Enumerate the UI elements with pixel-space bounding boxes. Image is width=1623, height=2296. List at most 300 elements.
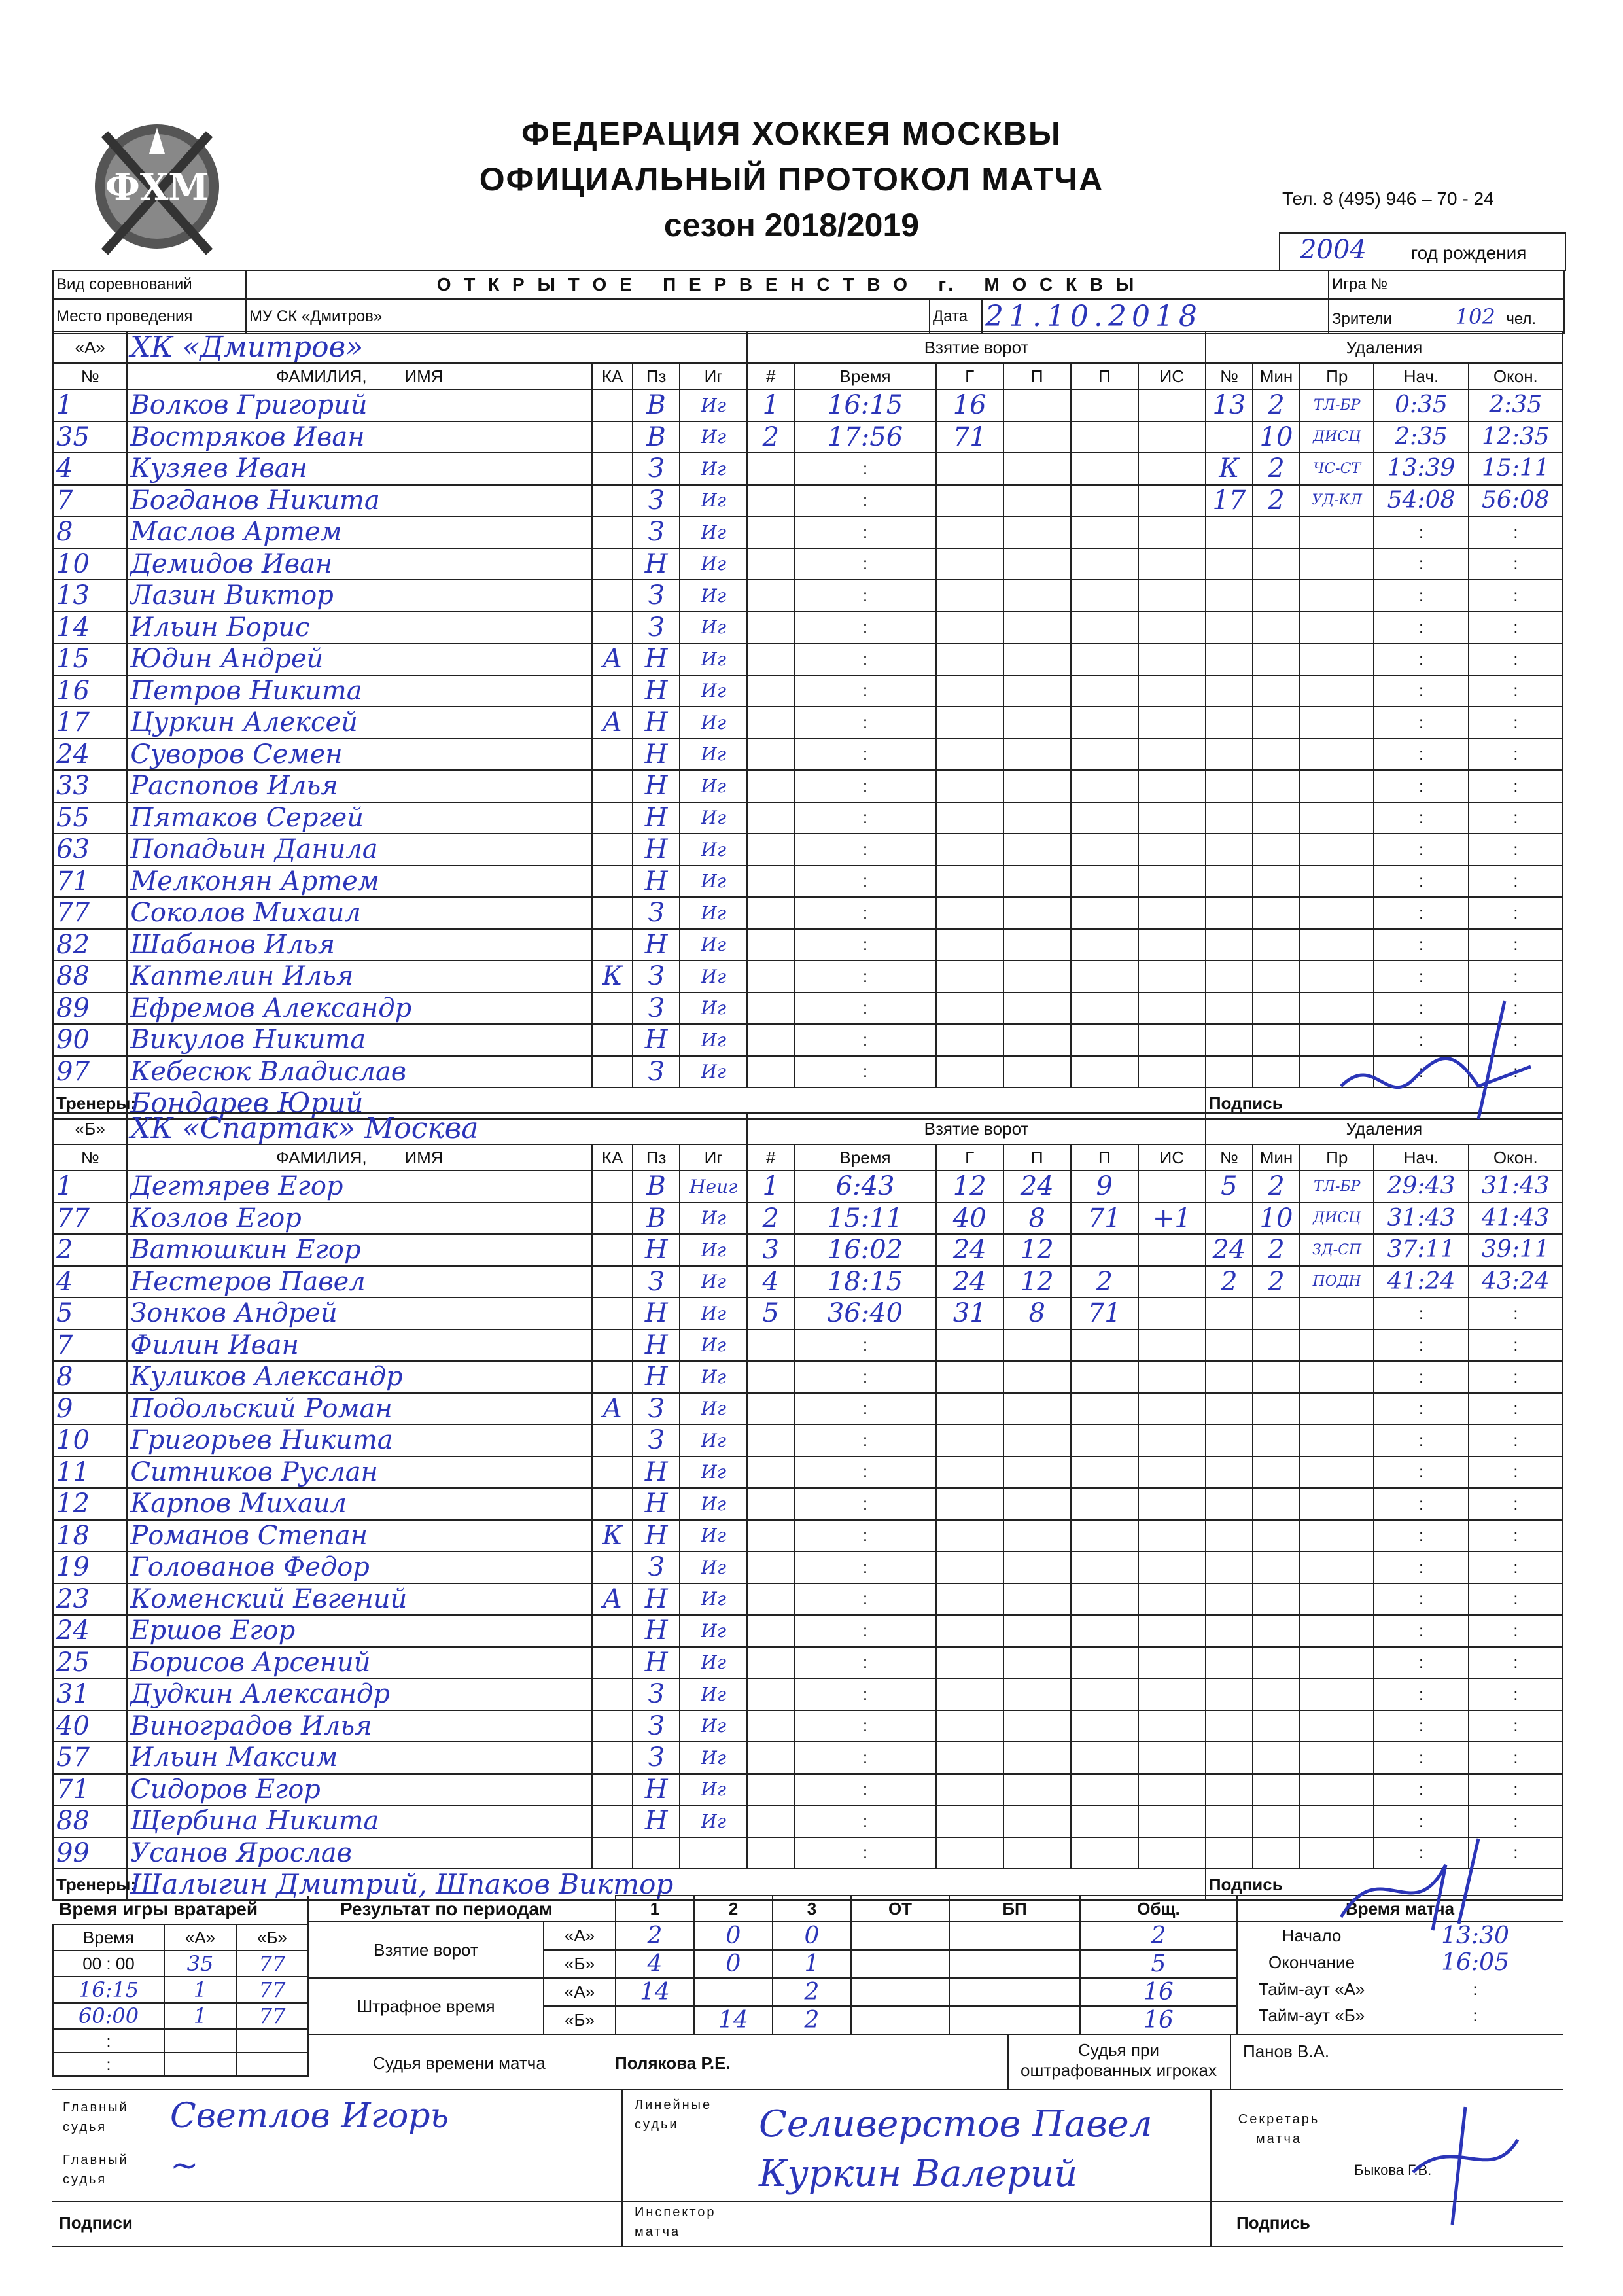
penalty-end: : bbox=[1469, 1024, 1563, 1056]
result-value bbox=[851, 2006, 949, 2034]
signatures-label: Подписи bbox=[59, 2213, 133, 2233]
goal-cell bbox=[936, 1837, 1003, 1869]
gk-head: «А» bbox=[164, 1924, 236, 1951]
player-status: Иг bbox=[680, 516, 747, 548]
player-name: Куликов Александр bbox=[127, 1361, 592, 1393]
penalty-minutes: 2 bbox=[1253, 453, 1300, 485]
penalty-cell bbox=[1300, 1678, 1374, 1710]
player-name: Григорьев Никита bbox=[127, 1424, 592, 1457]
player-name: Голованов Федор bbox=[127, 1551, 592, 1583]
results-title: Результат по периодам bbox=[340, 1899, 553, 1919]
player-status: Иг bbox=[680, 1583, 747, 1616]
player-number: 88 bbox=[53, 961, 127, 993]
col-name: ФАМИЛИЯ, ИМЯ bbox=[127, 1144, 592, 1171]
col-goal-n: # bbox=[747, 1144, 794, 1171]
penalty-start: : bbox=[1374, 1742, 1468, 1774]
player-status: Иг bbox=[680, 1457, 747, 1489]
gk-row bbox=[53, 2053, 308, 2076]
penalty-cell bbox=[1253, 612, 1300, 644]
player-number: 8 bbox=[53, 516, 127, 548]
player-ka: А bbox=[592, 1393, 633, 1425]
goal-cell bbox=[1071, 1457, 1138, 1489]
penalty-cell bbox=[1206, 1837, 1253, 1869]
col-goal-time: Время bbox=[794, 363, 935, 389]
goal-cell bbox=[1138, 993, 1206, 1025]
penalty-start: : bbox=[1374, 834, 1468, 866]
goal-number bbox=[747, 1488, 794, 1520]
goal-assist-2 bbox=[1071, 421, 1138, 453]
penalty-start: : bbox=[1374, 1678, 1468, 1710]
penalty-cell bbox=[1206, 580, 1253, 612]
goal-cell bbox=[1138, 1774, 1206, 1806]
penalty-start: : bbox=[1374, 1615, 1468, 1647]
goal-cell bbox=[1071, 1488, 1138, 1520]
goal-cell bbox=[1138, 1056, 1206, 1088]
result-value: 2 bbox=[773, 2006, 851, 2034]
penalty-end: : bbox=[1469, 1774, 1563, 1806]
goal-time: 17:56 bbox=[794, 421, 935, 453]
goal-cell bbox=[1071, 1583, 1138, 1616]
player-position: Н bbox=[633, 834, 680, 866]
player-row bbox=[53, 739, 1563, 771]
coaches-label: Тренеры: bbox=[53, 1087, 127, 1119]
sign-label: Подпись bbox=[1206, 1087, 1563, 1119]
goal-time: : bbox=[794, 770, 935, 802]
goal-number: 3 bbox=[747, 1234, 794, 1266]
penalty-cell bbox=[1206, 961, 1253, 993]
player-position: Н bbox=[633, 1583, 680, 1616]
goal-cell bbox=[936, 707, 1003, 739]
goal-number bbox=[747, 548, 794, 580]
penalty-cell bbox=[1253, 1551, 1300, 1583]
goal-cell bbox=[1071, 1774, 1138, 1806]
penalty-cell bbox=[1300, 1742, 1374, 1774]
player-status: Иг bbox=[680, 1424, 747, 1457]
gk-title: Время игры вратарей bbox=[59, 1899, 258, 1919]
player-position: В bbox=[633, 389, 680, 421]
penalty-cell bbox=[1206, 516, 1253, 548]
player-number: 11 bbox=[53, 1457, 127, 1489]
col-pen-min: Мин bbox=[1253, 1144, 1300, 1171]
player-name: Дегтярев Егор bbox=[127, 1171, 592, 1203]
goal-time: : bbox=[794, 1678, 935, 1710]
goal-cell bbox=[936, 1488, 1003, 1520]
col-pen-min: Мин bbox=[1253, 363, 1300, 389]
period-head: БП bbox=[949, 1896, 1080, 1922]
player-ka bbox=[592, 770, 633, 802]
penalty-cell bbox=[1206, 1520, 1253, 1552]
goal-number bbox=[747, 1647, 794, 1679]
player-number: 55 bbox=[53, 802, 127, 834]
gk-row bbox=[53, 1977, 308, 2003]
result-value: 14 bbox=[616, 1978, 694, 2006]
penalty-end: 15:11 bbox=[1469, 453, 1563, 485]
divider bbox=[621, 2200, 623, 2246]
penalty-end: : bbox=[1469, 834, 1563, 866]
player-row bbox=[53, 1488, 1563, 1520]
goal-cell bbox=[936, 1056, 1003, 1088]
penalty-start: : bbox=[1374, 548, 1468, 580]
signature-secretary bbox=[1393, 2094, 1537, 2231]
penalty-cell bbox=[1206, 1551, 1253, 1583]
goal-time: : bbox=[794, 1393, 935, 1425]
penalty-cell bbox=[1300, 1393, 1374, 1425]
player-position: З bbox=[633, 612, 680, 644]
penalty-cell bbox=[1253, 866, 1300, 898]
col-no: № bbox=[53, 1144, 127, 1171]
spectators-value: 102 bbox=[1455, 304, 1495, 329]
result-value: 5 bbox=[1080, 1950, 1237, 1978]
penalty-reason: ТЛ-БР bbox=[1300, 1171, 1374, 1203]
penalty-start: : bbox=[1374, 961, 1468, 993]
player-name: Востряков Иван bbox=[127, 421, 592, 453]
goal-cell bbox=[1138, 1520, 1206, 1552]
goal-cell bbox=[1138, 961, 1206, 993]
result-value: 2 bbox=[616, 1922, 694, 1950]
penalty-cell bbox=[1206, 1488, 1253, 1520]
goal-cell bbox=[1003, 834, 1071, 866]
player-status: Иг bbox=[680, 1203, 747, 1235]
player-number: 35 bbox=[53, 421, 127, 453]
col-ig: Иг bbox=[680, 363, 747, 389]
goal-time: : bbox=[794, 453, 935, 485]
goal-cell bbox=[1071, 707, 1138, 739]
player-position: З bbox=[633, 516, 680, 548]
goal-cell bbox=[1003, 770, 1071, 802]
player-position: З bbox=[633, 961, 680, 993]
goal-cell bbox=[1003, 485, 1071, 517]
player-number: 16 bbox=[53, 675, 127, 707]
player-name: Ершов Егор bbox=[127, 1615, 592, 1647]
goal-cell bbox=[1138, 1615, 1206, 1647]
gk-number: 77 bbox=[236, 2003, 308, 2029]
goal-cell bbox=[936, 897, 1003, 929]
col-pen-end: Окон. bbox=[1469, 363, 1563, 389]
timekeeper-value: Полякова Р.Е. bbox=[615, 2053, 731, 2073]
player-number: 10 bbox=[53, 548, 127, 580]
goal-cell bbox=[1003, 1615, 1071, 1647]
goal-time: : bbox=[794, 1056, 935, 1088]
player-ka bbox=[592, 1647, 633, 1679]
penalty-number: 17 bbox=[1206, 485, 1253, 517]
player-ka bbox=[592, 1298, 633, 1330]
gk-number bbox=[164, 2053, 236, 2076]
player-position: Н bbox=[633, 1805, 680, 1837]
player-number: 33 bbox=[53, 770, 127, 802]
player-position: З bbox=[633, 485, 680, 517]
goal-cell bbox=[936, 929, 1003, 961]
player-status bbox=[680, 1837, 747, 1869]
player-ka bbox=[592, 453, 633, 485]
goal-cell bbox=[936, 1615, 1003, 1647]
penalty-start: : bbox=[1374, 643, 1468, 675]
goal-cell bbox=[936, 770, 1003, 802]
goal-strength bbox=[1138, 1234, 1206, 1266]
penalty-start: : bbox=[1374, 675, 1468, 707]
goal-cell bbox=[1138, 485, 1206, 517]
goal-cell bbox=[1071, 548, 1138, 580]
player-position: З bbox=[633, 1393, 680, 1425]
player-row bbox=[53, 1457, 1563, 1489]
goal-cell bbox=[1003, 675, 1071, 707]
penalty-start: : bbox=[1374, 516, 1468, 548]
penalty-cell bbox=[1253, 1393, 1300, 1425]
penalty-start: : bbox=[1374, 1457, 1468, 1489]
player-ka bbox=[592, 1234, 633, 1266]
goal-number bbox=[747, 1520, 794, 1552]
goal-cell bbox=[1071, 580, 1138, 612]
penalty-cell bbox=[1206, 1647, 1253, 1679]
goal-cell bbox=[1138, 580, 1206, 612]
penalty-end: : bbox=[1469, 1742, 1563, 1774]
player-position: Н bbox=[633, 548, 680, 580]
goal-cell bbox=[1003, 1024, 1071, 1056]
penalty-cell bbox=[1206, 834, 1253, 866]
player-position: Н bbox=[633, 1234, 680, 1266]
linesman-1: Селиверстов Павел bbox=[759, 2103, 1153, 2146]
result-value: 14 bbox=[694, 2006, 773, 2034]
col-goal-p2: П bbox=[1071, 1144, 1138, 1171]
goal-cell bbox=[1138, 834, 1206, 866]
player-number: 89 bbox=[53, 993, 127, 1025]
goal-cell bbox=[1003, 1520, 1071, 1552]
chief-referee-1: Светлов Игорь bbox=[170, 2096, 449, 2136]
penalty-cell bbox=[1253, 516, 1300, 548]
player-row bbox=[53, 389, 1563, 421]
player-row bbox=[53, 802, 1563, 834]
player-name: Лазин Виктор bbox=[127, 580, 592, 612]
goal-cell bbox=[936, 1520, 1003, 1552]
goal-cell bbox=[936, 1393, 1003, 1425]
player-row bbox=[53, 675, 1563, 707]
penalty-end: : bbox=[1469, 1393, 1563, 1425]
penalty-cell bbox=[1206, 1393, 1253, 1425]
goal-number bbox=[747, 993, 794, 1025]
penalty-start: : bbox=[1374, 739, 1468, 771]
divider bbox=[1210, 2090, 1212, 2201]
goal-assist-2: 71 bbox=[1071, 1203, 1138, 1235]
goal-cell bbox=[1003, 1837, 1071, 1869]
player-row bbox=[53, 421, 1563, 453]
goal-cell bbox=[1003, 548, 1071, 580]
goal-cell bbox=[1138, 1457, 1206, 1489]
goal-cell bbox=[1071, 1710, 1138, 1742]
gk-time: : bbox=[53, 2029, 164, 2053]
result-value bbox=[949, 1978, 1080, 2006]
penalty-cell bbox=[1206, 1424, 1253, 1457]
penalty-end: : bbox=[1469, 961, 1563, 993]
player-status: Иг bbox=[680, 770, 747, 802]
goal-time: : bbox=[794, 1551, 935, 1583]
goal-cell bbox=[936, 1024, 1003, 1056]
goal-time: : bbox=[794, 580, 935, 612]
player-number: 13 bbox=[53, 580, 127, 612]
goal-cell bbox=[1138, 897, 1206, 929]
player-name: Волков Григорий bbox=[127, 389, 592, 421]
end-label: Окончание bbox=[1268, 1952, 1355, 1972]
penalty-cell bbox=[1206, 1361, 1253, 1393]
player-status: Иг bbox=[680, 897, 747, 929]
penalty-start: : bbox=[1374, 1393, 1468, 1425]
player-row bbox=[53, 1551, 1563, 1583]
goal-cell bbox=[1003, 1742, 1071, 1774]
team_b-table bbox=[52, 1112, 1563, 1901]
player-position: Н bbox=[633, 1298, 680, 1330]
player-number: 71 bbox=[53, 866, 127, 898]
penalty-judge-value: Панов В.А. bbox=[1243, 2041, 1330, 2061]
player-ka bbox=[592, 1330, 633, 1362]
player-number: 1 bbox=[53, 1171, 127, 1203]
goal-number bbox=[747, 612, 794, 644]
penalty-start: 0:35 bbox=[1374, 389, 1468, 421]
penalty-cell bbox=[1300, 675, 1374, 707]
goal-cell bbox=[936, 612, 1003, 644]
player-name: Филин Иван bbox=[127, 1330, 592, 1362]
penalty-cell bbox=[1206, 1678, 1253, 1710]
penalty-start: : bbox=[1374, 1024, 1468, 1056]
penalty-cell bbox=[1206, 897, 1253, 929]
period-head: 3 bbox=[773, 1896, 851, 1922]
inspector-label: Инспектор матча bbox=[635, 2205, 716, 2239]
player-status: Иг bbox=[680, 1742, 747, 1774]
player-row bbox=[53, 1424, 1563, 1457]
goal-cell bbox=[1138, 1330, 1206, 1362]
result-row bbox=[308, 1922, 1237, 1950]
goal-cell bbox=[1138, 1678, 1206, 1710]
penalty-start: 29:43 bbox=[1374, 1171, 1468, 1203]
goal-cell bbox=[1071, 1520, 1138, 1552]
goal-number: 1 bbox=[747, 389, 794, 421]
coaches-label: Тренеры: bbox=[53, 1869, 127, 1900]
penalty-start: : bbox=[1374, 1551, 1468, 1583]
goal-cell bbox=[1071, 1024, 1138, 1056]
player-row bbox=[53, 1171, 1563, 1203]
player-position: Н bbox=[633, 675, 680, 707]
penalty-minutes: 10 bbox=[1253, 1203, 1300, 1235]
player-position: З bbox=[633, 1056, 680, 1088]
goal-cell bbox=[1071, 1742, 1138, 1774]
goal-time: : bbox=[794, 993, 935, 1025]
penalty-end: : bbox=[1469, 897, 1563, 929]
goal-cell bbox=[1138, 770, 1206, 802]
result-value: 2 bbox=[1080, 1922, 1237, 1950]
player-status: Неиг bbox=[680, 1171, 747, 1203]
player-ka bbox=[592, 421, 633, 453]
goal-time: : bbox=[794, 1330, 935, 1362]
player-ka bbox=[592, 580, 633, 612]
col-pen-no: № bbox=[1206, 1144, 1253, 1171]
penalty-cell bbox=[1253, 802, 1300, 834]
goal-cell bbox=[936, 1774, 1003, 1806]
player-name: Ватюшкин Егор bbox=[127, 1234, 592, 1266]
penalty-cell bbox=[1253, 675, 1300, 707]
goal-assist-1: 24 bbox=[1003, 1171, 1071, 1203]
result-label: Штрафное время bbox=[308, 1978, 544, 2034]
penalty-cell bbox=[1253, 1774, 1300, 1806]
goal-cell bbox=[1003, 453, 1071, 485]
player-position: Н bbox=[633, 770, 680, 802]
goal-assist-2: 9 bbox=[1071, 1171, 1138, 1203]
col-pz: Пз bbox=[633, 363, 680, 389]
goal-cell bbox=[1071, 739, 1138, 771]
player-ka bbox=[592, 1551, 633, 1583]
player-status: Иг bbox=[680, 961, 747, 993]
goal-time: : bbox=[794, 1742, 935, 1774]
player-position: В bbox=[633, 421, 680, 453]
player-ka bbox=[592, 675, 633, 707]
player-row bbox=[53, 1361, 1563, 1393]
player-status: Иг bbox=[680, 1520, 747, 1552]
penalty-end: : bbox=[1469, 1678, 1563, 1710]
player-row bbox=[53, 929, 1563, 961]
penalty-start: : bbox=[1374, 1837, 1468, 1869]
gk-number: 77 bbox=[236, 1951, 308, 1977]
player-row bbox=[53, 1330, 1563, 1362]
player-ka bbox=[592, 1742, 633, 1774]
goal-time: : bbox=[794, 1520, 935, 1552]
goal-time: : bbox=[794, 1647, 935, 1679]
goal-cell bbox=[1138, 1583, 1206, 1616]
goal-time: : bbox=[794, 1805, 935, 1837]
goal-cell bbox=[936, 643, 1003, 675]
player-position: З bbox=[633, 1266, 680, 1298]
player-name: Соколов Михаил bbox=[127, 897, 592, 929]
player-row bbox=[53, 770, 1563, 802]
player-row bbox=[53, 643, 1563, 675]
player-number: 82 bbox=[53, 929, 127, 961]
goal-cell bbox=[1138, 612, 1206, 644]
goal-number bbox=[747, 643, 794, 675]
goal-cell bbox=[1138, 453, 1206, 485]
goal-cell bbox=[1003, 1647, 1071, 1679]
penalty-cell bbox=[1300, 1488, 1374, 1520]
penalty-minutes: 2 bbox=[1253, 1171, 1300, 1203]
penalty-cell bbox=[1300, 739, 1374, 771]
penalty-cell bbox=[1206, 675, 1253, 707]
team-name: ХК «Спартак» Москва bbox=[127, 1113, 747, 1144]
goal-cell bbox=[1003, 1393, 1071, 1425]
goal-cell bbox=[1071, 453, 1138, 485]
result-value bbox=[851, 1950, 949, 1978]
penalty-end: : bbox=[1469, 1056, 1563, 1088]
penalty-cell bbox=[1206, 1774, 1253, 1806]
result-team-tag: «А» bbox=[544, 1978, 616, 2006]
birth-year-label: год рождения bbox=[1411, 243, 1527, 263]
gk-time: 60:00 bbox=[53, 2003, 164, 2029]
player-ka bbox=[592, 1424, 633, 1457]
player-name: Распопов Илья bbox=[127, 770, 592, 802]
goal-time: : bbox=[794, 1488, 935, 1520]
goal-time: : bbox=[794, 897, 935, 929]
goal-number: 2 bbox=[747, 1203, 794, 1235]
penalty-end: : bbox=[1469, 866, 1563, 898]
player-name: Цуркин Алексей bbox=[127, 707, 592, 739]
goal-cell bbox=[1071, 802, 1138, 834]
result-label: Взятие ворот bbox=[308, 1922, 544, 1978]
player-number: 19 bbox=[53, 1551, 127, 1583]
gk-table bbox=[52, 1924, 309, 2077]
goal-cell bbox=[1071, 1056, 1138, 1088]
player-name: Ефремов Александр bbox=[127, 993, 592, 1025]
penalty-cell bbox=[1253, 897, 1300, 929]
player-status: Иг bbox=[680, 1056, 747, 1088]
penalty-end: 39:11 bbox=[1469, 1234, 1563, 1266]
gk-number: 77 bbox=[236, 1977, 308, 2003]
penalty-start: : bbox=[1374, 1520, 1468, 1552]
player-row bbox=[53, 612, 1563, 644]
player-status: Иг bbox=[680, 1647, 747, 1679]
penalty-cell bbox=[1206, 1742, 1253, 1774]
